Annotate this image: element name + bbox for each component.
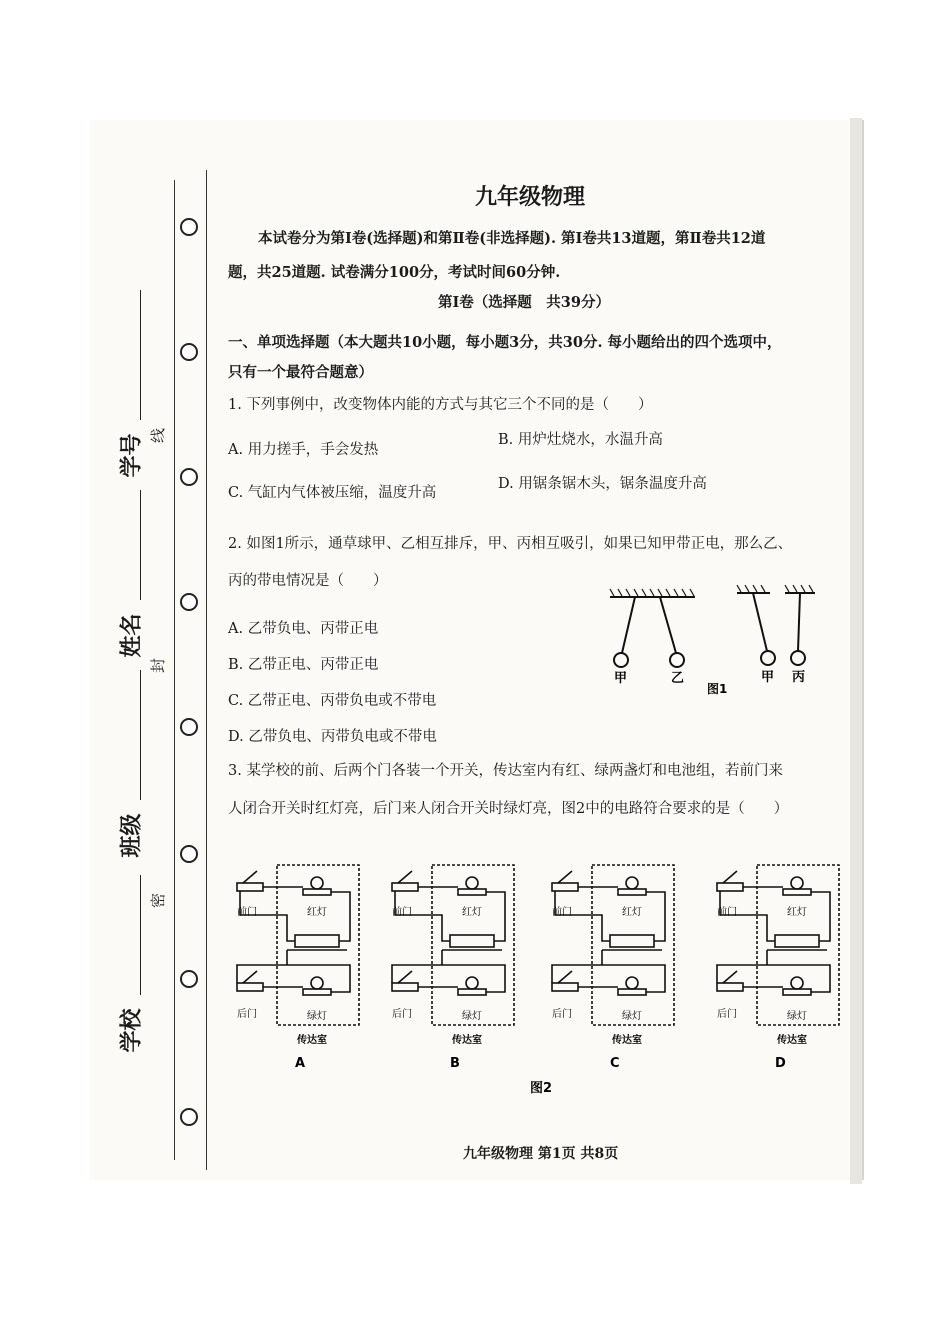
battery-icon (295, 935, 339, 947)
class-label: 班级 (118, 813, 145, 858)
front-switch (717, 883, 743, 891)
binding-hole (180, 218, 198, 236)
room-label: 传达室 (777, 1035, 807, 1046)
part1-heading: 第Ⅰ卷（选择题 共39分） (438, 294, 610, 311)
green-lamp-label: 绿灯 (462, 1011, 482, 1022)
q1-option-d: D. 用锯条锯木头，锯条温度升高 (498, 476, 707, 492)
figure-2-circuits (225, 855, 845, 1105)
figure-1-caption: 图1 (707, 682, 728, 696)
seal-line-char: 线 (149, 427, 168, 444)
q2-option-b: B. 乙带正电、丙带正电 (228, 657, 379, 673)
front-switch (237, 883, 263, 891)
section1-line-1: 一、单项选择题（本大题共10小题，每小题3分，共30分. 每小题给出的四个选项中， (228, 334, 782, 351)
back-switch (552, 983, 578, 991)
ball-label-jia: 甲 (614, 671, 628, 686)
name-label: 姓名 (118, 613, 145, 658)
room-label: 传达室 (452, 1035, 482, 1046)
option-letter: B (450, 1056, 460, 1071)
green-lamp-icon (791, 977, 803, 989)
school-line (140, 875, 141, 995)
green-lamp-icon (311, 977, 323, 989)
green-lamp-label: 绿灯 (622, 1011, 642, 1022)
binding-hole (180, 718, 198, 736)
page-footer: 九年级物理 第1页 共8页 (463, 1146, 619, 1162)
section1-line-2: 只有一个最符合题意） (228, 364, 373, 381)
green-lamp-label: 绿灯 (307, 1011, 327, 1022)
back-door-label: 后门 (237, 1009, 257, 1020)
binding-hole (180, 593, 198, 611)
sheet-edge (850, 118, 862, 1184)
back-door-label: 后门 (392, 1009, 412, 1020)
intro-line-2: 题，共25道题. 试卷满分100分，考试时间60分钟. (228, 264, 561, 281)
circuit-option-d (717, 865, 839, 1071)
red-lamp-icon (791, 877, 803, 889)
circuit-option-c (552, 865, 674, 1071)
class-line (140, 670, 141, 800)
option-letter: C (610, 1056, 620, 1071)
ball-label-yi: 乙 (671, 671, 685, 686)
back-door-label: 后门 (552, 1009, 572, 1020)
figure-1-pith-balls (600, 585, 830, 700)
circuit-option-a (237, 865, 359, 1071)
front-door-label: 前门 (552, 907, 572, 918)
q2-stem-line-2: 丙的带电情况是（ ） (228, 573, 388, 589)
q2-stem-line-1: 2. 如图1所示，通草球甲、乙相互排斥，甲、丙相互吸引，如果已知甲带正电，那么乙、 (228, 536, 793, 552)
exam-title: 九年级物理 (474, 184, 585, 210)
green-lamp-label: 绿灯 (787, 1011, 807, 1022)
q1-option-c: C. 气缸内气体被压缩，温度升高 (228, 485, 437, 501)
ball-label-bing: 丙 (792, 670, 806, 685)
q2-option-d: D. 乙带负电、丙带负电或不带电 (228, 729, 437, 745)
front-switch (392, 883, 418, 891)
ball-label-jia-2: 甲 (761, 670, 775, 685)
option-letter: D (775, 1056, 786, 1071)
front-door-label: 前门 (717, 907, 737, 918)
front-door-label: 前门 (237, 907, 257, 918)
battery-icon (775, 935, 819, 947)
binding-hole (180, 970, 198, 988)
q2-option-c: C. 乙带正电、丙带负电或不带电 (228, 693, 437, 709)
back-door-label: 后门 (717, 1009, 737, 1020)
room-label: 传达室 (612, 1035, 642, 1046)
battery-icon (450, 935, 494, 947)
option-letter: A (295, 1056, 306, 1071)
school-label: 学校 (118, 1008, 145, 1053)
intro-line-1: 本试卷分为第Ⅰ卷(选择题)和第Ⅱ卷(非选择题). 第Ⅰ卷共13道题，第Ⅱ卷共12道 (258, 230, 766, 247)
red-lamp-label: 红灯 (462, 907, 482, 918)
red-lamp-icon (466, 877, 478, 889)
q2-option-a: A. 乙带负电、丙带正电 (228, 621, 379, 637)
back-switch (717, 983, 743, 991)
red-lamp-icon (626, 877, 638, 889)
binding-hole (180, 1108, 198, 1126)
seal-secret-char: 密 (149, 892, 168, 909)
binding-hole (180, 845, 198, 863)
battery-icon (610, 935, 654, 947)
q3-stem-line-1: 3. 某学校的前、后两个门各装一个开关，传达室内有红、绿两盏灯和电池组，若前门来 (228, 763, 783, 779)
back-switch (237, 983, 263, 991)
red-lamp-label: 红灯 (307, 907, 327, 918)
student-id-line (140, 290, 141, 420)
binding-hole (180, 343, 198, 361)
figure-2-caption: 图2 (530, 1081, 553, 1096)
q1-stem: 1. 下列事例中，改变物体内能的方式与其它三个不同的是（ ） (228, 397, 653, 413)
red-lamp-label: 红灯 (787, 907, 807, 918)
seal-seal-char: 封 (149, 657, 168, 674)
student-id-label: 学号 (118, 433, 145, 478)
name-line-upper (140, 490, 141, 600)
binding-line-inner (206, 170, 207, 1170)
red-lamp-icon (311, 877, 323, 889)
front-switch (552, 883, 578, 891)
circuit-option-b (392, 865, 514, 1071)
binding-hole (180, 468, 198, 486)
red-lamp-label: 红灯 (622, 907, 642, 918)
back-switch (392, 983, 418, 991)
q1-option-b: B. 用炉灶烧水，水温升高 (498, 432, 663, 448)
green-lamp-icon (626, 977, 638, 989)
q1-option-a: A. 用力搓手，手会发热 (228, 442, 379, 458)
binding-line-outer (174, 180, 175, 1160)
q3-stem-line-2: 人闭合开关时红灯亮，后门来人闭合开关时绿灯亮，图2中的电路符合要求的是（ ） (228, 801, 789, 817)
green-lamp-icon (466, 977, 478, 989)
room-label: 传达室 (297, 1035, 327, 1046)
front-door-label: 前门 (392, 907, 412, 918)
